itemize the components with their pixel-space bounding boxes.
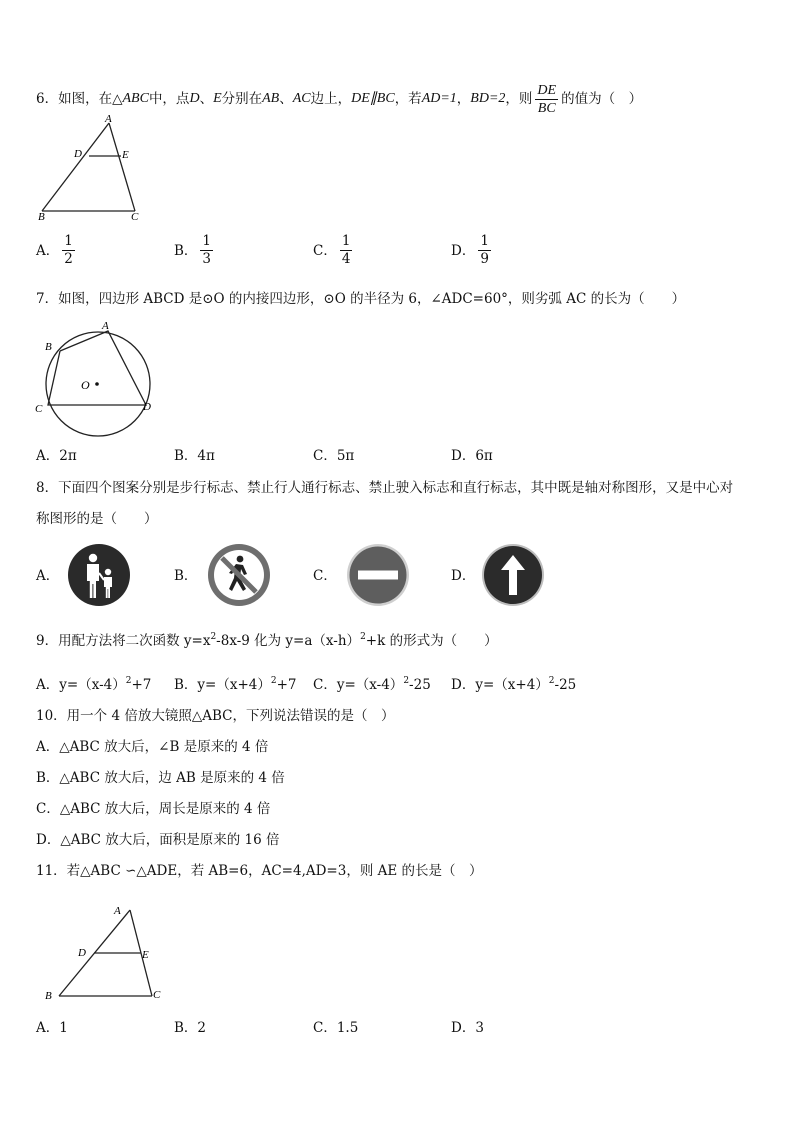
q7-label-o: O — [81, 378, 90, 392]
q8-option-c-letter[interactable]: C． — [313, 568, 337, 584]
q6-comma: ， — [456, 91, 471, 107]
q6-mid1: 中，点 — [148, 91, 190, 107]
q9-option-b-sup: 2 — [270, 676, 277, 686]
q11-option-a-value: 1 — [59, 1020, 68, 1036]
straight-ahead-sign-icon[interactable] — [481, 543, 545, 607]
q9-option-a[interactable] — [36, 672, 151, 694]
q10-stem: 10．用一个 4 倍放大镜照△ABC，下列说法错误的是（ ） — [36, 708, 395, 724]
q6-option-a-den: 2 — [64, 251, 73, 267]
q7-option-b[interactable] — [174, 447, 215, 465]
q6-option-d-den: 9 — [480, 251, 489, 267]
q6-option-c[interactable] — [313, 234, 355, 267]
q7-center-point — [95, 382, 99, 386]
q8-option-b-letter[interactable]: B． — [174, 568, 198, 584]
q11-label-d: D — [78, 947, 86, 959]
q6-option-d-num: 1 — [480, 233, 489, 249]
q6-option-b[interactable] — [174, 234, 216, 267]
q7-option-b-letter: B． — [174, 448, 198, 464]
q11-stem: 11．若△ABC ∽△ADE，若 AB=6，AC=4,AD=3，则 AE 的长是（ ） — [36, 863, 483, 879]
q6-option-d-fraction — [478, 234, 491, 267]
q11-option-b-value: 2 — [197, 1020, 207, 1036]
q6-option-b-num: 1 — [202, 233, 212, 249]
q7-option-c-value: 5π — [336, 448, 355, 464]
q8-option-a-letter[interactable]: A． — [36, 568, 60, 584]
q11-option-b[interactable] — [174, 1019, 206, 1037]
q11-option-d[interactable] — [451, 1019, 484, 1037]
q6-sep1: 、 — [199, 91, 214, 107]
q9-option-c-post: -25 — [409, 677, 431, 693]
q7-option-d[interactable] — [451, 447, 493, 465]
q9-sup-b: 2 — [360, 632, 366, 642]
q7-option-a-value: 2π — [59, 448, 77, 464]
q11-label-e: E — [142, 949, 149, 961]
q9-option-c[interactable] — [313, 672, 431, 694]
q9-option-d-pre: y=（x+4） — [475, 677, 549, 693]
q6-fraction-denominator: BC — [537, 100, 556, 116]
q7-option-c[interactable] — [313, 447, 354, 465]
q11-label-a: A — [114, 905, 121, 917]
q9-option-d-letter: D． — [451, 677, 476, 693]
q9-option-a-sup: 2 — [125, 676, 132, 686]
q9-option-c-pre: y=（x-4） — [336, 677, 404, 693]
q6-suffix: 的值为（ ） — [561, 91, 643, 107]
q11-option-d-value: 3 — [475, 1020, 484, 1036]
q6-label-b: B — [38, 211, 45, 223]
q6-point-d: D — [189, 91, 200, 106]
q8-stem-line1: 8．下面四个图案分别是步行标志、禁止行人通行标志、禁止驶入标志和直行标志，其中既是轴对称图形，又是中心对 — [36, 480, 734, 496]
q9-option-b-pre: y=（x+4） — [197, 677, 271, 693]
q7-label-a: A — [102, 320, 109, 332]
q9-text-a: 9．用配方法将二次函数 y=x — [36, 633, 211, 649]
q6-bd-value: BD=2 — [470, 91, 506, 106]
q9-text-b: -8x-9 化为 y=a（x-h） — [216, 633, 361, 649]
q11-option-c[interactable] — [313, 1019, 358, 1037]
q6-mid2: 分别在 — [221, 91, 263, 107]
q6-label-d: D — [74, 148, 82, 160]
q7-label-d: D — [143, 401, 151, 413]
q11-option-d-letter: D． — [451, 1020, 476, 1036]
q6-label-e: E — [122, 149, 129, 161]
q6-side-ac: AC — [292, 91, 311, 106]
q9-option-b[interactable] — [174, 672, 297, 694]
q6-option-a-num: 1 — [64, 233, 73, 249]
q6-de-parallel-bc: DE∥BC — [351, 91, 395, 106]
q6-triangle-figure — [34, 114, 154, 224]
q6-prefix: 6．如图，在 — [36, 91, 113, 107]
q6-mid5: ，则 — [505, 91, 533, 107]
q6-option-b-letter: B． — [174, 242, 198, 259]
q6-option-c-letter: C． — [313, 242, 337, 259]
q11-triangle-figure — [40, 898, 170, 1008]
q7-option-c-letter: C． — [313, 448, 337, 464]
q11-option-b-letter: B． — [174, 1020, 198, 1036]
q7-option-a-letter: A． — [36, 448, 60, 464]
no-entry-sign-icon[interactable] — [346, 543, 410, 607]
q11-option-c-letter: C． — [313, 1020, 337, 1036]
q6-option-d-letter: D． — [451, 242, 476, 259]
q9-option-a-letter: A． — [36, 677, 60, 693]
q7-label-c: C — [35, 403, 43, 415]
q9-sup-a: 2 — [210, 632, 217, 642]
q6-option-c-num: 1 — [341, 233, 351, 249]
q9-option-b-letter: B． — [174, 677, 198, 693]
q10-option-a[interactable]: A．△ABC 放大后，∠B 是原来的 4 倍 — [36, 739, 269, 755]
q6-option-c-den: 4 — [341, 251, 351, 267]
q6-abc: ABC — [122, 91, 149, 106]
q11-option-c-value: 1.5 — [336, 1020, 359, 1036]
q6-label-c: C — [131, 211, 139, 223]
q7-stem: 7．如图，四边形 ABCD 是⊙O 的内接四边形，⊙O 的半径为 6，∠ADC=60°，则劣弧 AC 的长为（ ） — [36, 291, 686, 307]
q7-circle-figure — [30, 316, 160, 442]
q9-text-c: +k 的形式为（ ） — [365, 633, 498, 649]
q9-option-d-sup: 2 — [548, 676, 555, 686]
q7-option-d-value: 6π — [475, 448, 493, 464]
q10-option-b[interactable]: B．△ABC 放大后，边 AB 是原来的 4 倍 — [36, 770, 285, 786]
q6-option-a-fraction — [62, 234, 75, 267]
no-pedestrians-sign-icon[interactable] — [207, 543, 271, 607]
q6-ad-value: AD=1 — [421, 91, 457, 106]
q11-option-a-letter: A． — [36, 1020, 60, 1036]
q8-stem-line2: 称图形的是（ ） — [36, 511, 158, 527]
q6-label-a: A — [105, 114, 112, 125]
q6-sep2: 、 — [279, 91, 293, 107]
q7-option-b-value: 4π — [197, 448, 215, 464]
q9-option-a-post: +7 — [131, 677, 152, 693]
q6-point-e: E — [213, 91, 222, 106]
q6-option-d[interactable] — [451, 234, 494, 267]
q11-option-a[interactable] — [36, 1019, 68, 1037]
q11-label-c: C — [153, 989, 161, 1001]
q9-option-b-post: +7 — [276, 677, 297, 693]
q9-option-d-post: -25 — [554, 677, 577, 693]
q6-ratio-fraction — [535, 83, 558, 116]
q6-option-a[interactable] — [36, 234, 78, 267]
q7-label-b: B — [45, 341, 52, 353]
q6-mid3: 边上， — [310, 91, 352, 107]
q6-option-c-fraction — [340, 234, 353, 267]
q6-option-b-den: 3 — [202, 251, 212, 267]
q9-option-a-pre: y=（x-4） — [59, 677, 126, 693]
q6-option-b-fraction — [200, 234, 213, 267]
q9-option-c-letter: C． — [313, 677, 337, 693]
q6-side-ab: AB — [262, 91, 280, 106]
q6-fraction-numerator: DE — [537, 82, 557, 98]
q9-stem — [36, 628, 498, 650]
q9-option-c-sup: 2 — [403, 676, 410, 686]
q6-mid4: ，若 — [394, 91, 422, 107]
q10-option-c[interactable]: C．△ABC 放大后，周长是原来的 4 倍 — [36, 801, 271, 817]
q9-option-d[interactable] — [451, 672, 576, 694]
q10-option-d[interactable]: D．△ABC 放大后，面积是原来的 16 倍 — [36, 832, 280, 848]
q7-option-d-letter: D． — [451, 448, 476, 464]
q6-stem — [36, 82, 643, 116]
q7-option-a[interactable] — [36, 447, 77, 465]
q8-option-d-letter[interactable]: D． — [451, 568, 476, 584]
q6-option-a-letter: A． — [36, 242, 60, 259]
pedestrian-sign-icon[interactable] — [67, 543, 131, 607]
q11-label-b: B — [45, 990, 52, 1002]
q6-triangle-symbol: △ — [112, 91, 123, 107]
